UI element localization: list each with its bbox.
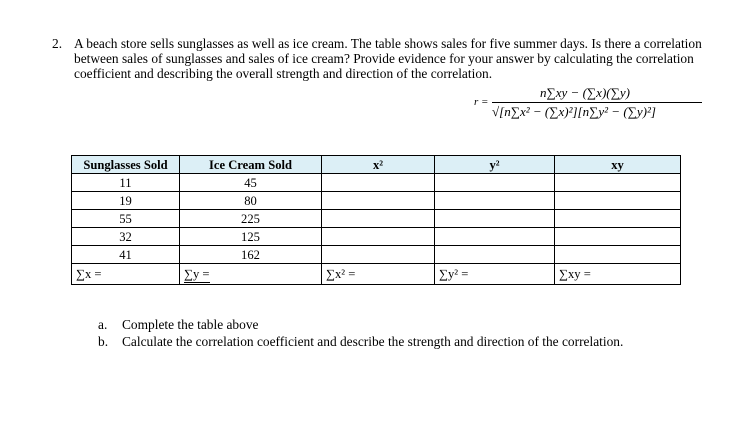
question-text: A beach store sells sunglasses as well as ice cream. The table shows sales for five summer days. Is there a correlation between sales of sunglasses and sales of ice cream? Provide evidence for your answer by calculating the correlation coefficient and describing the overall strength and direction of the correlation.: [74, 36, 702, 82]
cell-xy[interactable]: [555, 174, 681, 192]
header-x-squared: x²: [322, 156, 435, 174]
cell-xy[interactable]: [555, 228, 681, 246]
cell-x: 32: [72, 228, 180, 246]
header-xy: xy: [555, 156, 681, 174]
question-number: 2.: [52, 36, 63, 51]
cell-x: 55: [72, 210, 180, 228]
instruction-letter: b.: [98, 334, 109, 349]
cell-y: 125: [180, 228, 322, 246]
table-row: [72, 174, 681, 192]
sum-x-label: ∑x =: [76, 267, 102, 281]
cell-y: 80: [180, 192, 322, 210]
cell-x-squared[interactable]: [322, 228, 435, 246]
instruction-text: Calculate the correlation coefficient and describe the strength and direction of the correlation.: [122, 334, 624, 349]
sum-x-squared-cell[interactable]: [322, 264, 435, 285]
cell-y: 45: [180, 174, 322, 192]
cell-xy[interactable]: [555, 192, 681, 210]
sales-table: [71, 155, 681, 285]
sum-x-cell[interactable]: [72, 264, 180, 285]
list-item: [98, 333, 623, 350]
header-ice-cream: Ice Cream Sold: [180, 156, 322, 174]
correlation-formula: [470, 87, 702, 127]
question-block: [52, 36, 732, 82]
cell-y-squared[interactable]: [435, 246, 555, 264]
list-item: [98, 316, 623, 333]
header-sunglasses: Sunglasses Sold: [72, 156, 180, 174]
sum-y-cell[interactable]: [180, 264, 322, 285]
cell-x-squared[interactable]: [322, 174, 435, 192]
sum-y-squared-cell[interactable]: [435, 264, 555, 285]
table-row: [72, 228, 681, 246]
cell-y-squared[interactable]: [435, 228, 555, 246]
sum-y-label: ∑y =: [184, 266, 210, 281]
table-row: [72, 246, 681, 264]
table-row: [72, 192, 681, 210]
sum-xy-cell[interactable]: [555, 264, 681, 285]
instructions-list: [98, 316, 623, 350]
table-header-row: [72, 156, 681, 174]
cell-xy[interactable]: [555, 210, 681, 228]
sum-xy-label: ∑xy =: [559, 267, 591, 281]
sum-x-squared-label: ∑x² =: [326, 267, 356, 281]
cell-y: 225: [180, 210, 322, 228]
cell-xy[interactable]: [555, 246, 681, 264]
cell-x-squared[interactable]: [322, 210, 435, 228]
formula-denominator: √[n∑x² − (∑x)²][n∑y² − (∑y)²]: [492, 104, 656, 119]
cell-x-squared[interactable]: [322, 192, 435, 210]
header-y-squared: y²: [435, 156, 555, 174]
instruction-text: Complete the table above: [122, 317, 259, 332]
cell-x: 41: [72, 246, 180, 264]
instruction-letter: a.: [98, 317, 108, 332]
cell-y-squared[interactable]: [435, 210, 555, 228]
sum-row: [72, 264, 681, 285]
cell-x-squared[interactable]: [322, 246, 435, 264]
cell-y: 162: [180, 246, 322, 264]
formula-numerator: n∑xy − (∑x)(∑y): [540, 85, 630, 100]
cell-y-squared[interactable]: [435, 174, 555, 192]
cell-y-squared[interactable]: [435, 192, 555, 210]
cell-x: 19: [72, 192, 180, 210]
table-row: [72, 210, 681, 228]
sum-y-squared-label: ∑y² =: [439, 267, 469, 281]
cell-x: 11: [72, 174, 180, 192]
formula-fraction-bar: [492, 102, 702, 103]
formula-lhs: r =: [474, 96, 489, 108]
